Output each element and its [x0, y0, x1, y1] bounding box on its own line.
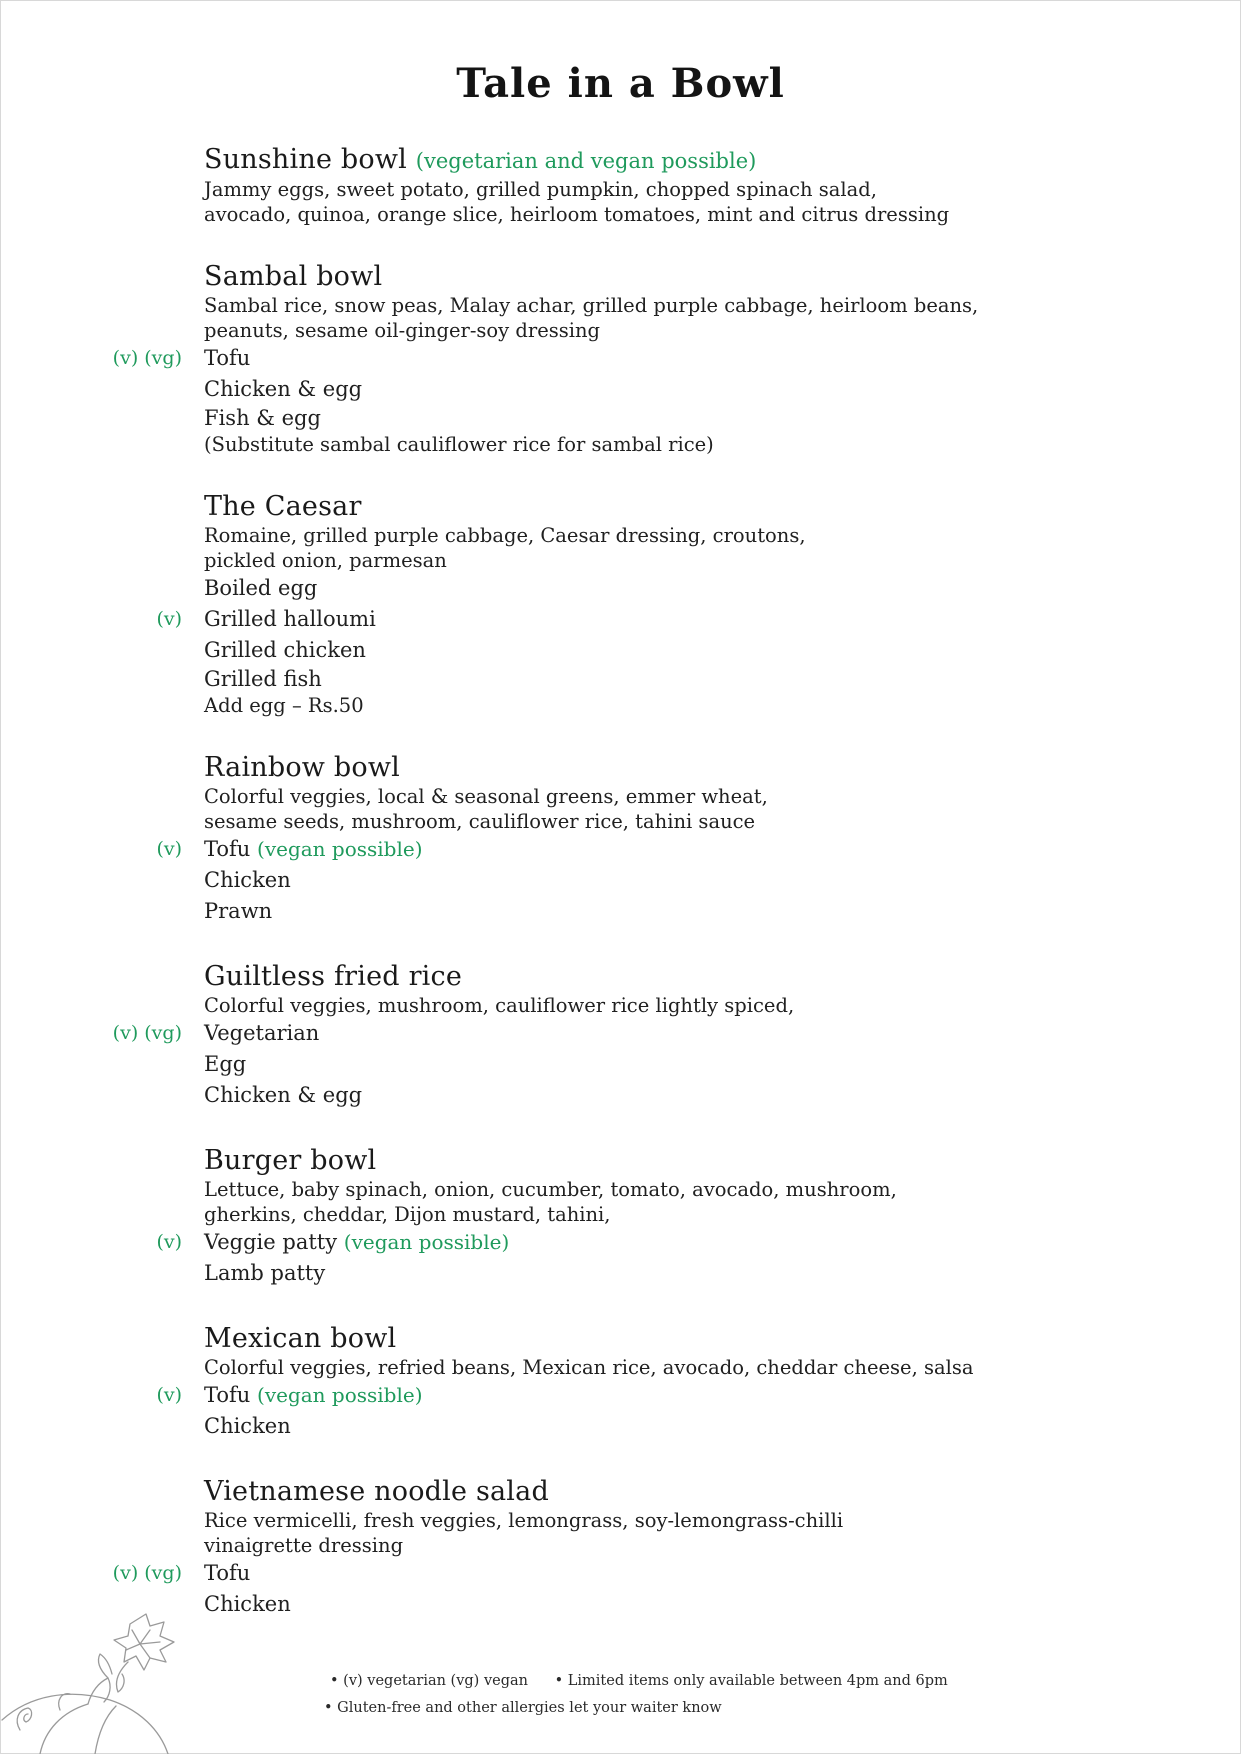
menu-option [204, 1411, 1204, 1442]
section-name: Mexican bowl [204, 1323, 397, 1354]
section-name: Sambal bowl [204, 261, 383, 292]
pumpkin-leaf-illustration-icon [0, 1600, 190, 1754]
option-name: Vegetarian [204, 1021, 320, 1045]
section-description: Jammy eggs, sweet potato, grilled pumpkin, chopped spinach salad, avocado, quinoa, orange slice, heirloom tomatoes, mint and citrus dressing [204, 178, 950, 226]
menu-section-sunshine-bowl [204, 144, 1204, 227]
menu-section-guiltless-fried-rice [112, 961, 1204, 1111]
menu-section-vietnamese-noodle-salad [112, 1476, 1204, 1620]
menu-section-burger-bowl [156, 1145, 1204, 1289]
section-description: Romaine, grilled purple cabbage, Caesar dressing, croutons, pickled onion, parmesan [204, 524, 806, 572]
option-name: Boiled egg [204, 576, 318, 600]
section-heading [204, 961, 1204, 993]
option-name: Chicken [204, 1414, 291, 1438]
menu-option [204, 666, 1204, 693]
footer-row [324, 1695, 970, 1722]
option-name: Egg [204, 1052, 247, 1076]
section-name: Guiltless fried rice [204, 961, 463, 992]
option-vegan-note: (vegan possible) [343, 1230, 510, 1254]
option-name: Tofu [204, 1561, 251, 1585]
menu-option [156, 834, 1204, 865]
menu-section-mexican-bowl [156, 1323, 1204, 1442]
option-name: Chicken & egg [204, 377, 363, 401]
availability-note: • Limited items only available between 4pm and 6pm [554, 1673, 948, 1689]
option-name: Chicken & egg [204, 1083, 363, 1107]
diet-tag: (v) [156, 1384, 182, 1406]
option-name: Lamb patty [204, 1261, 326, 1285]
menu-option [156, 604, 1204, 635]
section-heading [204, 144, 1204, 177]
section-name: Vietnamese noodle salad [204, 1476, 549, 1507]
diet-tag: (v) (vg) [112, 347, 182, 369]
option-name: Grilled halloumi [204, 607, 376, 631]
diet-legend: • (v) vegetarian (vg) vegan [330, 1673, 528, 1689]
section-description: Colorful veggies, mushroom, cauliflower rice lightly spiced, [204, 994, 795, 1017]
option-name: Fish & egg [204, 406, 321, 430]
menu-title: Tale in a Bowl [456, 60, 785, 107]
diet-tag: (v) [156, 838, 182, 860]
section-heading [204, 1476, 1204, 1508]
menu-option [156, 1227, 1204, 1258]
menu-section-sambal-bowl [112, 261, 1204, 457]
section-diet-note: (vegetarian and vegan possible) [415, 149, 757, 173]
menu-option [204, 1080, 1204, 1111]
section-substitution-note: (Substitute sambal cauliflower rice for sambal rice) [204, 433, 714, 456]
footer-row [330, 1668, 970, 1695]
diet-tag: (v) [156, 1231, 182, 1253]
option-name: Chicken [204, 1592, 291, 1616]
option-name: Tofu [204, 1383, 251, 1407]
menu-option [204, 635, 1204, 666]
section-description: Rice vermicelli, fresh veggies, lemongrass, soy-lemongrass-chilli vinaigrette dressing [204, 1509, 844, 1557]
menu-option [204, 1589, 1204, 1620]
menu-option [112, 343, 1204, 374]
menu-option [204, 405, 1204, 432]
menu-option [156, 1380, 1204, 1411]
option-name: Tofu [204, 837, 251, 861]
menu-option [204, 865, 1204, 896]
diet-tag: (v) [156, 608, 182, 630]
menu-list [112, 144, 1204, 1620]
section-heading [204, 491, 1204, 523]
allergy-note: • Gluten-free and other allergies let your waiter know [324, 1700, 722, 1716]
section-name: Rainbow bowl [204, 752, 400, 783]
menu-option [204, 1258, 1204, 1289]
option-vegan-note: (vegan possible) [257, 1383, 423, 1407]
menu-option [204, 1049, 1204, 1080]
section-heading [204, 1323, 1204, 1355]
option-name: Grilled chicken [204, 638, 366, 662]
option-name: Grilled fish [204, 667, 322, 691]
section-addon-note: Add egg – Rs.50 [204, 694, 364, 717]
section-description: Lettuce, baby spinach, onion, cucumber, tomato, avocado, mushroom, gherkins, cheddar, Dijon mustard, tahini, [204, 1178, 897, 1226]
diet-tag: (v) (vg) [112, 1022, 182, 1044]
diet-tag: (v) (vg) [112, 1562, 182, 1584]
section-description: Sambal rice, snow peas, Malay achar, grilled purple cabbage, heirloom beans, peanuts, sesame oil-ginger-soy dressing [204, 294, 979, 342]
section-heading [204, 1145, 1204, 1177]
option-vegan-note: (vegan possible) [257, 837, 423, 861]
menu-option [112, 1558, 1204, 1589]
section-description: Colorful veggies, local & seasonal greens, emmer wheat, sesame seeds, mushroom, cauliflower rice, tahini sauce [204, 785, 768, 833]
menu-section-rainbow-bowl [156, 752, 1204, 927]
menu-option [112, 1018, 1204, 1049]
section-name: Sunshine bowl [204, 144, 407, 175]
option-name: Chicken [204, 868, 291, 892]
section-heading [204, 261, 1204, 293]
option-name: Prawn [204, 899, 273, 923]
option-name: Tofu [204, 346, 251, 370]
menu-section-the-caesar [156, 491, 1204, 718]
section-name: The Caesar [204, 491, 362, 522]
option-name: Veggie patty [204, 1230, 338, 1254]
menu-option [204, 896, 1204, 927]
section-description: Colorful veggies, refried beans, Mexican rice, avocado, cheddar cheese, salsa [204, 1356, 974, 1379]
menu-footer [324, 1668, 970, 1722]
section-heading [204, 752, 1204, 784]
menu-option [204, 374, 1204, 405]
section-name: Burger bowl [204, 1145, 377, 1176]
menu-option [204, 573, 1204, 604]
